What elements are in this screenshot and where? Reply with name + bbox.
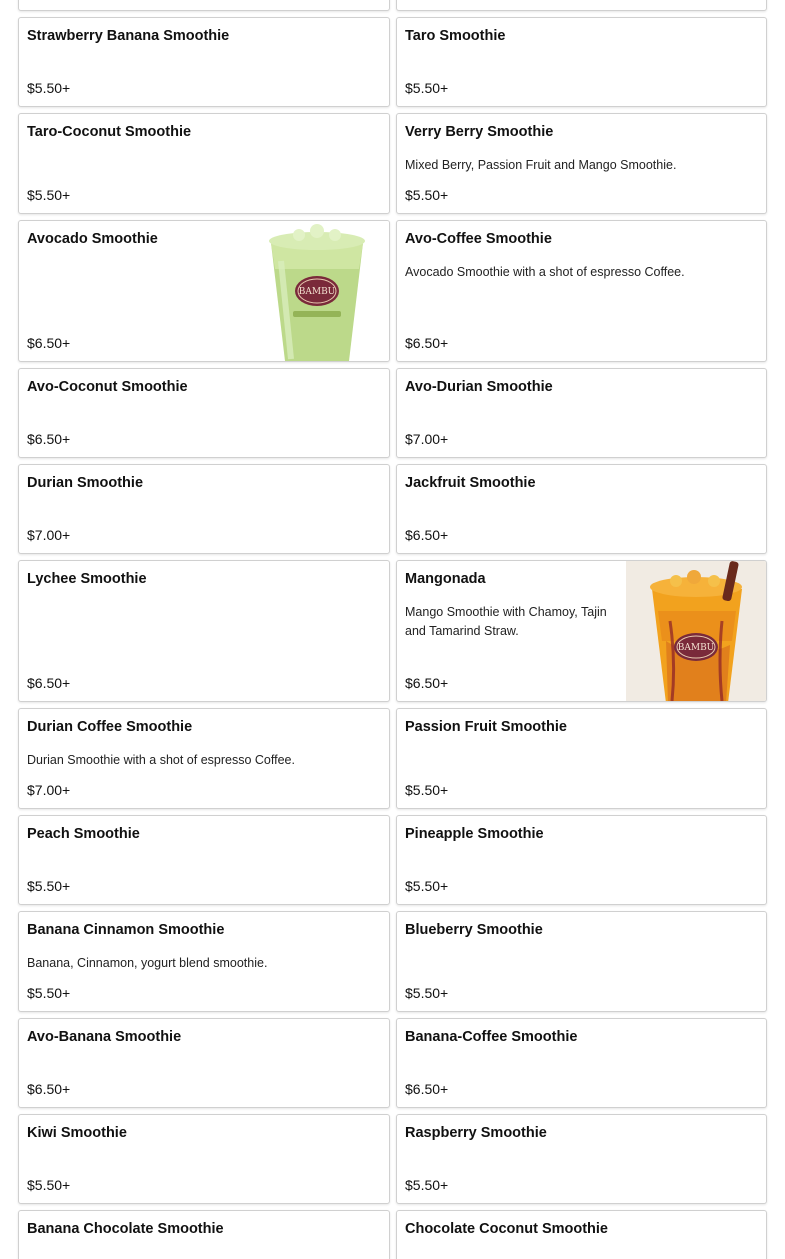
menu-item-card[interactable]	[18, 113, 390, 214]
menu-item-card[interactable]	[18, 220, 390, 362]
item-name: Banana-Coffee Smoothie	[405, 1029, 578, 1045]
item-name: Jackfruit Smoothie	[405, 475, 536, 491]
item-name: Chocolate Coconut Smoothie	[405, 1221, 608, 1237]
item-price: $7.00+	[27, 527, 71, 543]
item-price: $7.00+	[27, 782, 71, 798]
item-price: $5.50+	[405, 878, 449, 894]
menu-item-card[interactable]	[18, 560, 390, 702]
menu-item-card[interactable]	[18, 708, 390, 809]
item-price: $5.50+	[405, 782, 449, 798]
item-price: $5.50+	[405, 80, 449, 96]
menu-item-card[interactable]	[396, 1018, 767, 1108]
menu-item-card[interactable]	[18, 911, 390, 1012]
item-name: Avo-Coffee Smoothie	[405, 231, 552, 247]
item-name: Strawberry Banana Smoothie	[27, 28, 230, 44]
menu-item-card[interactable]	[396, 1114, 767, 1204]
item-price: $5.50+	[405, 985, 449, 1001]
item-name: Banana Chocolate Smoothie	[27, 1221, 224, 1237]
item-name: Verry Berry Smoothie	[405, 124, 554, 140]
item-price: $6.50+	[27, 1081, 71, 1097]
item-price: $5.50+	[27, 80, 71, 96]
item-name: Passion Fruit Smoothie	[405, 719, 567, 735]
avocado-smoothie-image	[251, 221, 390, 362]
item-name: Durian Coffee Smoothie	[27, 719, 193, 735]
menu-item-card[interactable]	[396, 560, 767, 702]
item-name: Mangonada	[405, 571, 486, 587]
item-price: $6.50+	[27, 431, 71, 447]
item-price: $5.50+	[405, 187, 449, 203]
item-description: Avocado Smoothie with a shot of espresso Coffee.	[405, 265, 685, 279]
item-price: $6.50+	[405, 527, 449, 543]
item-name: Taro-Coconut Smoothie	[27, 124, 192, 140]
menu-item-card[interactable]	[18, 1018, 390, 1108]
item-name: Blueberry Smoothie	[405, 922, 543, 938]
menu-item-card[interactable]	[396, 17, 767, 107]
item-price: $5.50+	[27, 878, 71, 894]
item-name: Durian Smoothie	[27, 475, 144, 491]
item-price: $5.50+	[405, 1177, 449, 1193]
menu-item-card[interactable]	[18, 464, 390, 554]
menu-item-card[interactable]	[396, 113, 767, 214]
menu-item-card[interactable]	[396, 1210, 767, 1259]
menu-item-card[interactable]	[396, 220, 767, 362]
item-name: Raspberry Smoothie	[405, 1125, 547, 1141]
item-price: $6.50+	[27, 335, 71, 351]
menu-item-card[interactable]	[18, 815, 390, 905]
item-name: Pineapple Smoothie	[405, 826, 544, 842]
item-price: $5.50+	[27, 187, 71, 203]
menu-item-card[interactable]	[396, 815, 767, 905]
item-description: Mixed Berry, Passion Fruit and Mango Smoothie.	[405, 158, 677, 172]
item-name: Avo-Coconut Smoothie	[27, 379, 188, 395]
menu-item-card[interactable]	[396, 708, 767, 809]
item-name: Banana Cinnamon Smoothie	[27, 922, 225, 938]
menu-item-card[interactable]	[18, 368, 390, 458]
item-price: $6.50+	[405, 675, 449, 691]
menu-item-card[interactable]	[18, 17, 390, 107]
item-price: $6.50+	[27, 675, 71, 691]
menu-item-card-partial[interactable]	[396, 0, 767, 11]
cup-logo-text: BAMBU	[677, 643, 715, 653]
item-name: Avocado Smoothie	[27, 231, 158, 247]
item-name: Taro Smoothie	[405, 28, 506, 44]
menu-item-card[interactable]	[396, 464, 767, 554]
item-price: $5.50+	[27, 985, 71, 1001]
menu-item-card[interactable]	[18, 1114, 390, 1204]
menu-item-card[interactable]	[396, 368, 767, 458]
item-name: Peach Smoothie	[27, 826, 140, 842]
menu-item-card-partial[interactable]	[18, 0, 390, 11]
item-description: Mango Smoothie with Chamoy, Tajin and Tamarind Straw.	[405, 605, 607, 638]
item-price: $5.50+	[27, 1177, 71, 1193]
item-description: Banana, Cinnamon, yogurt blend smoothie.	[27, 956, 268, 970]
item-name: Avo-Durian Smoothie	[405, 379, 553, 395]
item-name: Avo-Banana Smoothie	[27, 1029, 182, 1045]
item-name: Lychee Smoothie	[27, 571, 147, 587]
item-price: $6.50+	[405, 335, 449, 351]
menu-item-card[interactable]	[18, 1210, 390, 1259]
item-description: Durian Smoothie with a shot of espresso Coffee.	[27, 753, 295, 767]
cup-logo-text: BAMBU	[298, 287, 336, 297]
menu-item-card[interactable]	[396, 911, 767, 1012]
item-price: $7.00+	[405, 431, 449, 447]
mangonada-image	[626, 561, 766, 702]
item-price: $6.50+	[405, 1081, 449, 1097]
item-name: Kiwi Smoothie	[27, 1125, 127, 1141]
